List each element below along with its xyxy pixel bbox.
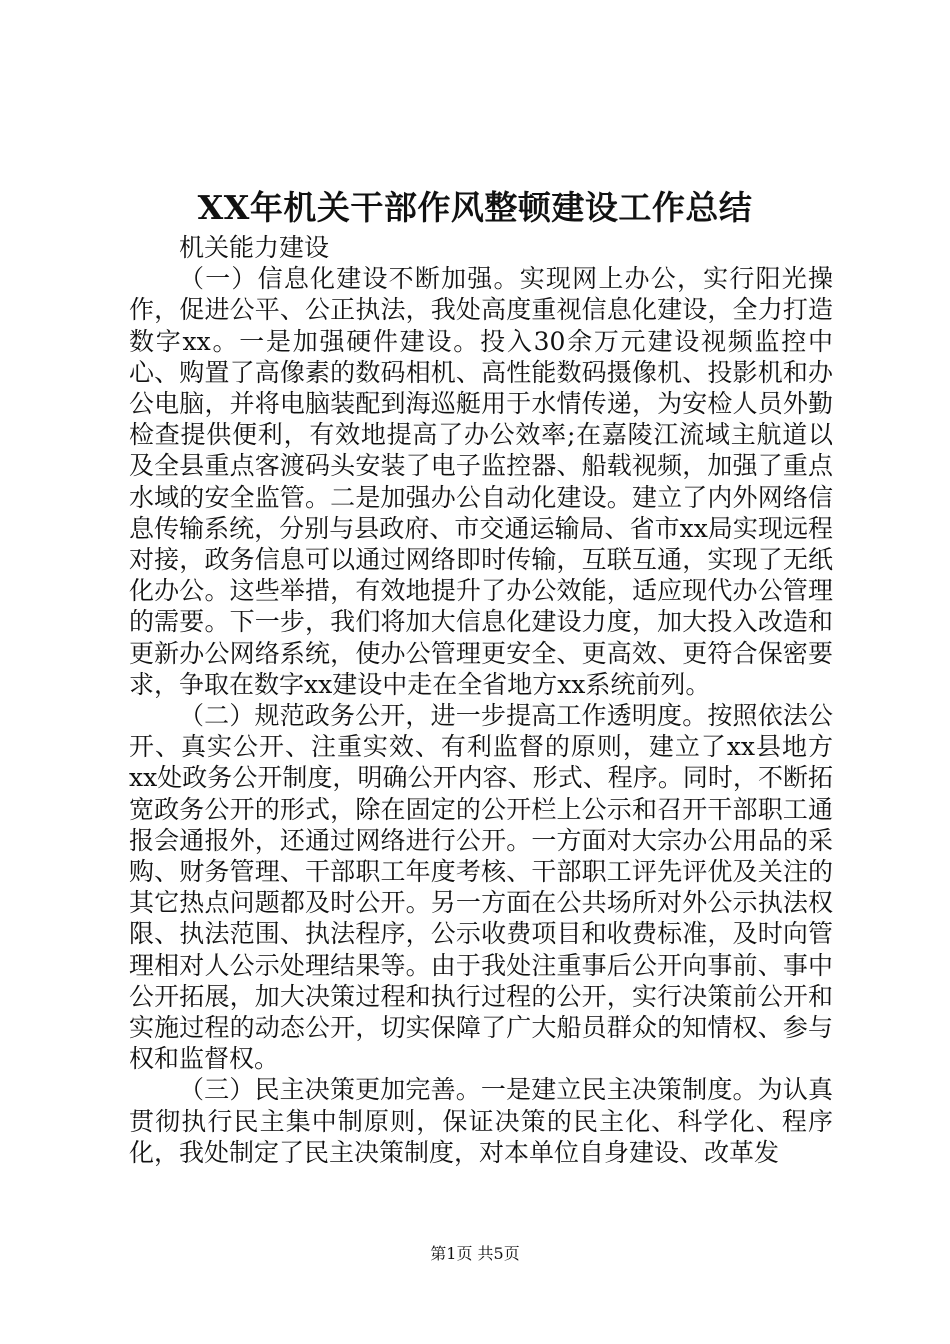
paragraph-3: （三）民主决策更加完善。一是建立民主决策制度。为认真贯彻执行民主集中制原则，保证决策的民主化、科学化、程序化，我处制定了民主决策制度，对本单位自身建设、改革发 <box>129 1075 833 1167</box>
paragraph-2: （二）规范政务公开，进一步提高工作透明度。按照依法公开、真实公开、注重实效、有利监督的原则，建立了xx县地方xx处政务公开制度，明确公开内容、形式、程序。同时，不断拓宽政务公开的形式，除在固定的公开栏上公示和召开干部职工通报会通报外，还通过网络进行公开。一方面对大宗办公用品的采购、财务管理、干部职工年度考核、干部职工评先评优及关注的其它热点问题都及时公开。另一方面在公共场所对外公示执法权限、执法范围、执法程序，公示收费项目和收费标准，及时向管理相对人公示处理结果等。由于我处注重事后公开向事前、事中公开拓展，加大决策过程和执行过程的公开，实行决策前公开和实施过程的动态公开，切实保障了广大船员群众的知情权、参与权和监督权。 <box>129 701 833 1074</box>
paragraph-1: （一）信息化建设不断加强。实现网上办公，实行阳光操作，促进公平、公正执法，我处高度重视信息化建设，全力打造数字xx。一是加强硬件建设。投入30余万元建设视频监控中心、购置了高像素的数码相机、高性能数码摄像机、投影机和办公电脑，并将电脑装配到海巡艇用于水情传递，为安检人员外勤检查提供便利，有效地提高了办公效率;在嘉陵江流域主航道以及全县重点客渡码头安装了电子监控器、船载视频，加强了重点水域的安全监管。二是加强办公自动化建设。建立了内外网络信息传输系统，分别与县政府、市交通运输局、省市xx局实现远程对接，政务信息可以通过网络即时传输，互联互通，实现了无纸化办公。这些举措，有效地提升了办公效能，适应现代办公管理的需要。下一步，我们将加大信息化建设力度，加大投入改造和更新办公网络系统，使办公管理更安全、更高效、更符合保密要求，争取在数字xx建设中走在全省地方xx系统前列。 <box>129 264 833 699</box>
document-body <box>129 232 833 1168</box>
document-title: XX年机关干部作风整顿建设工作总结 <box>197 188 753 227</box>
page-footer: 第1页 共5页 <box>430 1244 520 1263</box>
section-heading: 机关能力建设 <box>179 233 330 262</box>
